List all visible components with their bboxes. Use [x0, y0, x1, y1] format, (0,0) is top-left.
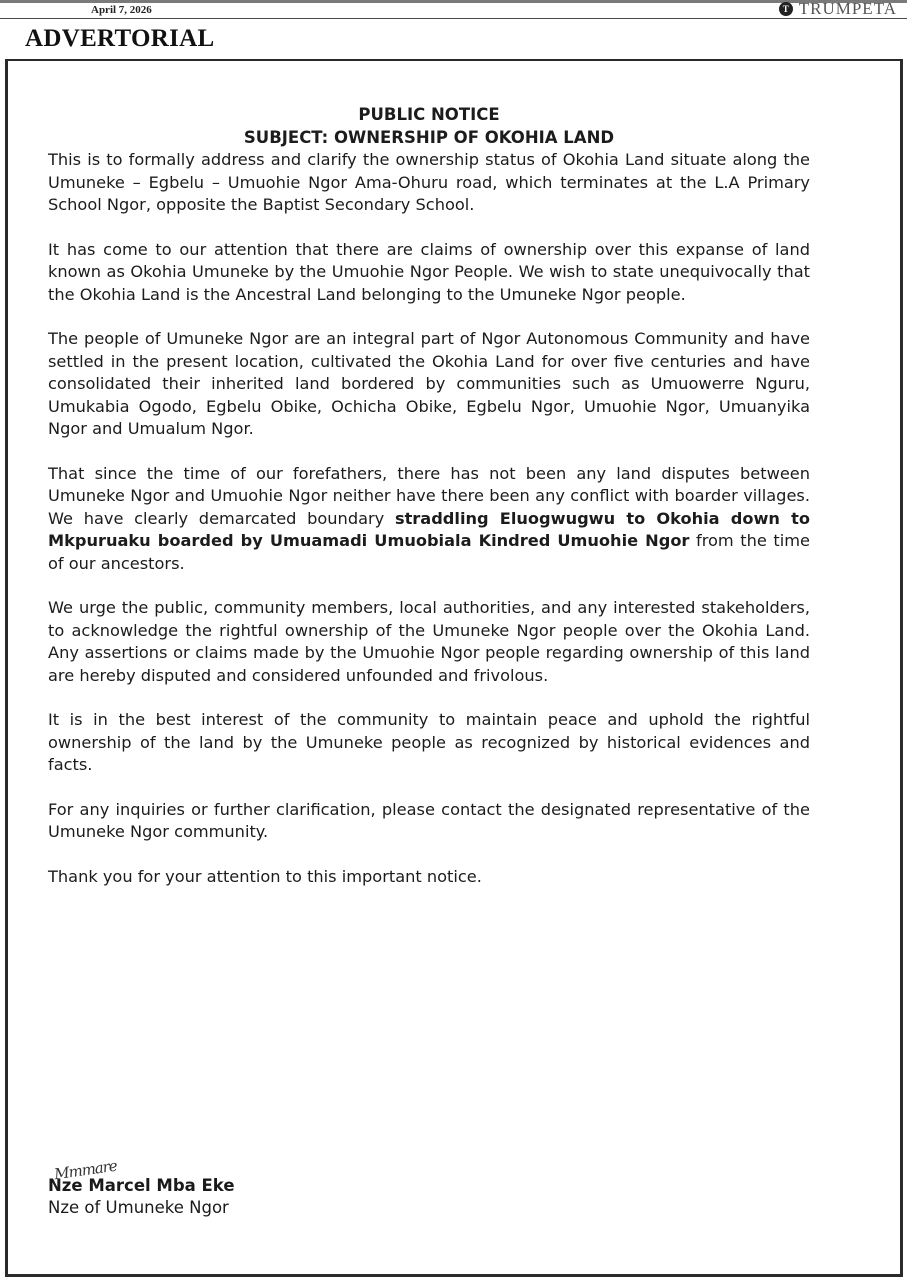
- section-label: ADVERTORIAL: [25, 25, 215, 52]
- signer-name: Nze Marcel Mba Eke: [48, 1176, 235, 1195]
- paragraph-peace: It is in the best interest of the community to maintain peace and uphold the rightful ownership of the land by the Umuneke people as recognized by historical evidences and facts.: [48, 710, 810, 774]
- brand-name: TRUMPETA: [798, 0, 897, 18]
- header-rule: [0, 18, 907, 19]
- paragraph-history: The people of Umuneke Ngor are an integral part of Ngor Autonomous Community and have settled in the present location, cultivated the Okohia Land for over five centuries and have consolidated their inherited land bordered by communities such as Umuowerre Nguru, Umukabia Ogodo, Egbelu Obike, Ochicha Obike, Egbelu Ngor, Umuohie Ngor, Umuanyika Ngor and Umualum Ngor.: [48, 329, 810, 438]
- boundary-text-pre: That since the time of our forefathers, there has not been any land disputes between Umuneke Ngor and Umuohie Ngor neither have there been any conflict with boarder villages. We have clearly demarcated boundary: [48, 463, 810, 528]
- paragraph-thanks: Thank you for your attention to this important notice.: [48, 866, 482, 886]
- notice-title: PUBLIC NOTICE: [358, 105, 500, 124]
- handwritten-signature: Mmmare: [53, 1156, 118, 1184]
- paragraph-claims: It has come to our attention that there are claims of ownership over this expanse of land known as Okohia Umuneke by the Umuohie Ngor People. We wish to state unequivocally that the Okohia Land is the Ancestral Land belonging to the Umuneke Ngor people.: [48, 239, 810, 304]
- header-top-bar: [0, 0, 907, 3]
- notice-content: [48, 103, 810, 888]
- boundary-text-post: from the time of our ancestors.: [48, 531, 810, 573]
- paragraph-location: This is to formally address and clarify the ownership status of Okohia Land situate along the Umuneke – Egbelu – Umuohie Ngor Ama-Ohuru road, which terminates at the L.A Primary School Ngor, opposite the Baptist Secondary School.: [48, 150, 810, 214]
- signature-block: [48, 1156, 235, 1219]
- paragraph-urge: We urge the public, community members, local authorities, and any interested stakeholders, to acknowledge the rightful ownership of the Umuneke Ngor people over the Okohia Land. Any assertions or claims made by the Umuohie Ngor people regarding ownership of this land are hereby disputed and considered unfounded and frivolous.: [48, 598, 810, 685]
- paragraph-inquiries: For any inquiries or further clarification, please contact the designated representative of the Umuneke Ngor community.: [48, 799, 810, 841]
- newspaper-brand: [779, 0, 897, 18]
- signer-title: Nze of Umuneke Ngor: [48, 1198, 229, 1217]
- paragraph-boundary: [48, 463, 810, 576]
- notice-subject: SUBJECT: OWNERSHIP OF OKOHIA LAND: [243, 128, 615, 147]
- publication-date: April 7, 2026: [91, 4, 152, 16]
- trumpeta-logo-icon: T: [779, 2, 793, 16]
- boundary-text-bold: straddling Eluogwugwu to Okohia down to Mkpuruaku boarded by Umuamadi Umuobiala Kindred Umuohie Ngor: [48, 508, 810, 550]
